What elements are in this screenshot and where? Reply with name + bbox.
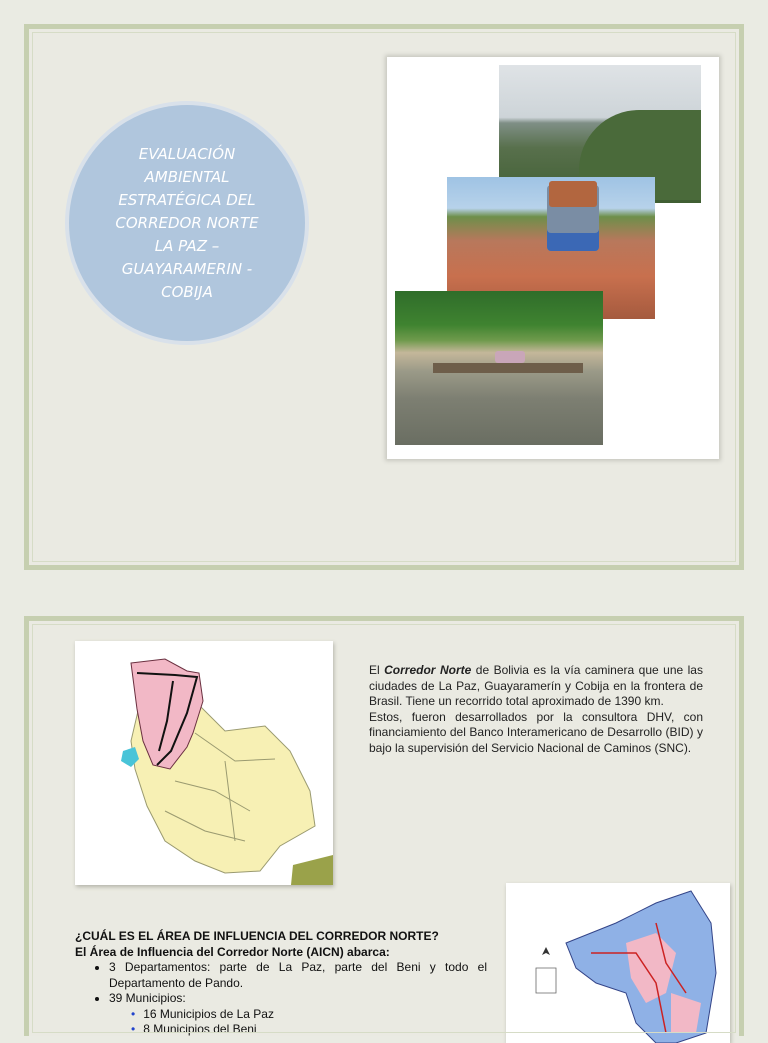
municipios-sublist xyxy=(109,1007,487,1038)
sublist-item-beni: • 8 Municipios del Beni xyxy=(145,1022,487,1038)
influence-area-map-graphic xyxy=(506,883,730,1043)
influence-question: ¿CUÁL ES EL ÁREA DE INFLUENCIA DEL CORREDOR NORTE? xyxy=(75,929,439,943)
photo-collage xyxy=(387,57,719,459)
influence-list xyxy=(75,960,487,1038)
paragraph-1-emphasis: Corredor Norte xyxy=(384,663,472,677)
north-arrow-icon xyxy=(542,947,550,955)
bolivia-map xyxy=(75,641,333,885)
influence-lead: El Área de Influencia del Corredor Norte (AICN) abarca: xyxy=(75,944,390,959)
corridor-description xyxy=(369,663,703,756)
sublist-item-la-paz: • 16 Municipios de La Paz xyxy=(145,1007,487,1023)
river-ferry-photo xyxy=(395,291,603,445)
slide-description xyxy=(24,616,744,1036)
truck-cargo xyxy=(549,181,597,207)
list-item-municipios xyxy=(109,991,487,1038)
slide-title xyxy=(24,24,744,570)
paragraph-1-start: El xyxy=(369,663,385,677)
map-corner-shape xyxy=(291,855,333,885)
influence-area-map xyxy=(506,883,730,1043)
paragraph-2: Estos, fueron desarrollados por la consultora DHV, con financiamiento del Banco Interamericano de Desarrollo (BID) y bajo la supervisión del Servicio Nacional de Caminos (SNC). xyxy=(369,709,703,755)
title-circle xyxy=(69,105,305,341)
ferry-raft xyxy=(433,363,583,373)
inset-locator xyxy=(536,968,556,993)
influence-section xyxy=(75,929,487,1038)
list-item-municipios-label: 39 Municipios: xyxy=(109,991,186,1005)
slide-title-text: EVALUACIÓN AMBIENTAL ESTRATÉGICA DEL CORREDOR NORTE LA PAZ – GUAYARAMERIN - COBIJA xyxy=(115,144,259,301)
ferry-car xyxy=(495,351,525,363)
paragraph-1-rest: de Bolivia es la vía caminera que une las ciudades de La Paz, Guayaramerín y Cobija en la frontera de Brasil. Tiene un recorrido total aproximado de 1390 km. xyxy=(369,663,703,708)
list-item-departamentos: • 3 Departamentos: parte de La Paz, parte del Beni y todo el Departamento de Pando. xyxy=(109,960,487,991)
paragraph-1 xyxy=(369,663,703,710)
bolivia-map-graphic xyxy=(75,641,333,885)
